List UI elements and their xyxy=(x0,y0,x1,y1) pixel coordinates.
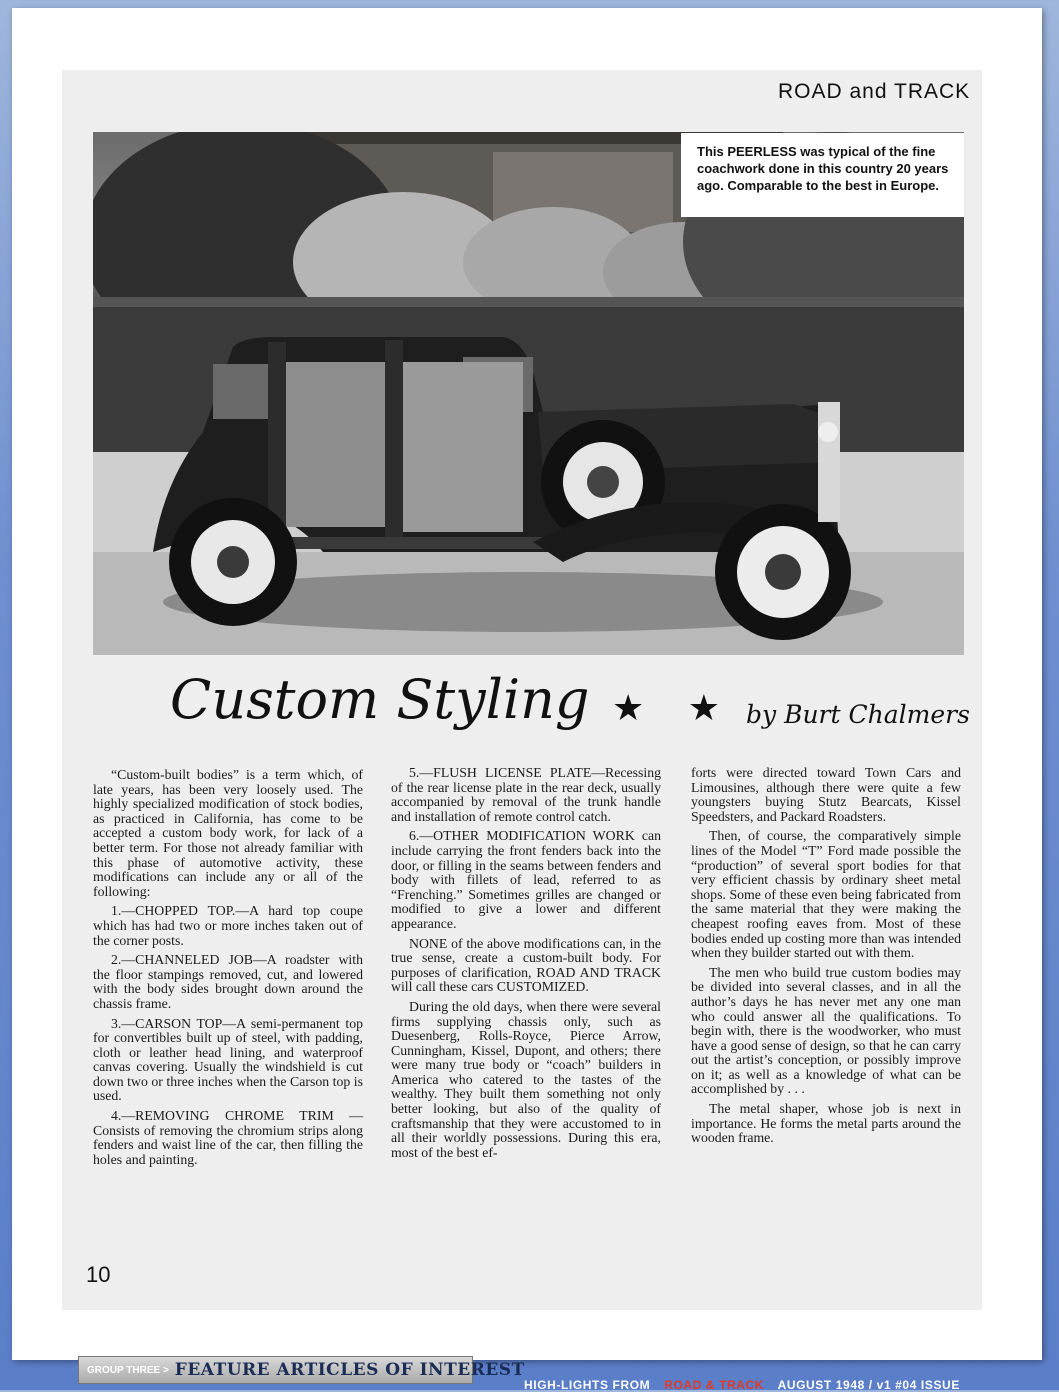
paragraph: NONE of the above modifications can, in the true sense, create a custom-built body. For purposes of clarification, ROAD AND TRACK will call these cars CUSTOMIZED. xyxy=(391,935,661,995)
footer-prefix: HIGH-LIGHTS FROM xyxy=(524,1378,651,1392)
paragraph: Then, of course, the comparatively simple lines of the Model “T” Ford made possible the “production” of several sport bodies for that very efficient chassis by ordinary sheet metal shops. Some of these even being fabricated from the same material that they were making the cheapest roofing eaves from. Most of these bodies ended up costing more than was intended when they builder started out with them. xyxy=(691,828,961,961)
footer-group-label: GROUP THREE > xyxy=(87,1364,169,1376)
paragraph: The metal shaper, whose job is next in importance. He forms the metal parts around the wooden frame. xyxy=(691,1101,961,1146)
footer-section-label: FEATURE ARTICLES OF INTEREST xyxy=(174,1360,525,1380)
paragraph: forts were directed toward Town Cars and Limousines, although there were quite a few youngsters buying Stutz Bearcats, Kissel Speedsters, and Packard Roadsters. xyxy=(691,765,961,824)
article-column-3 xyxy=(691,766,961,1151)
footer-section-tab[interactable] xyxy=(78,1356,525,1384)
paragraph: 1.—CHOPPED TOP.—A hard top coupe which has had two or more inches taken out of the corner posts. xyxy=(93,903,363,948)
footer-brand: ROAD & TRACK xyxy=(664,1378,765,1392)
paragraph: 2.—CHANNELED JOB—A roadster with the floor stampings removed, cut, and lowered with the body sides brought down around the chassis frame. xyxy=(93,952,363,1011)
paragraph: During the old days, when there were several firms supplying chassis only, such as Duesenberg, Rolls-Royce, Pierce Arrow, Cunningham, Kissel, Dupont, and others; there were many true body or “coach” builders in America who catered to the tastes of the wealthy. They built them something not only better looking, but also of the quality of craftsmanship that they were accustomed to in all their worldly possessions. During this era, most of the best ef- xyxy=(391,998,661,1160)
paragraph: “Custom-built bodies” is a term which, of late years, has been very loosely used. The highly specialized modification of stock bodies, as practiced in California, has come to be accepted a custom body work, for lack of a better term. For those not already familiar with this phase of automotive activity, these modifications can include any or all of the following: xyxy=(93,767,363,899)
article-headline: Custom Styling xyxy=(170,668,590,731)
footer-issue: AUGUST 1948 / v1 #04 ISSUE xyxy=(777,1378,960,1392)
paragraph: The men who build true custom bodies may be divided into several classes, and in all the author’s days he has never met any one man who could answer all the qualifications. To begin with, there is the woodworker, who must have a good sense of design, so that he can carry out the artist’s conception, or possibly improve on it; as well as a knowledge of what can be accomplished by . . . xyxy=(691,964,961,1097)
headline-stars: ★ ★ xyxy=(612,688,736,729)
article-column-2 xyxy=(391,766,661,1165)
article-column-1 xyxy=(93,768,363,1172)
paragraph: 4.—REMOVING CHROME TRIM —Consists of removing the chromium strips along fenders and waist line of the car, then filling the holes and painting. xyxy=(93,1108,363,1167)
paragraph: 6.—OTHER MODIFICATION WORK can include carrying the front fenders back into the door, or filling in the seams between fenders and body with fillets of lead, referred to as “Frenching.” Sometimes grilles are changed or modified to give a lower and different appearance. xyxy=(391,828,661,931)
magazine-title: ROAD and TRACK xyxy=(778,80,971,103)
paragraph: 5.—FLUSH LICENSE PLATE—Recessing of the rear license plate in the rear deck, usually accompanied by removal of the trunk handle and installation of remote control catch. xyxy=(391,765,661,824)
article-byline: by Burt Chalmers xyxy=(746,700,970,729)
page-number: 10 xyxy=(86,1262,111,1287)
photo-caption: This PEERLESS was typical of the fine coachwork done in this country 20 years ago. Comparable to the best in Europe. xyxy=(681,133,964,217)
paragraph: 3.—CARSON TOP—A semi-permanent top for convertibles built up of steel, with padding, cloth or leather head lining, and waterproof canvas covering. Usually the windshield is cut down two or three inches when the Carson top is used. xyxy=(93,1015,363,1104)
